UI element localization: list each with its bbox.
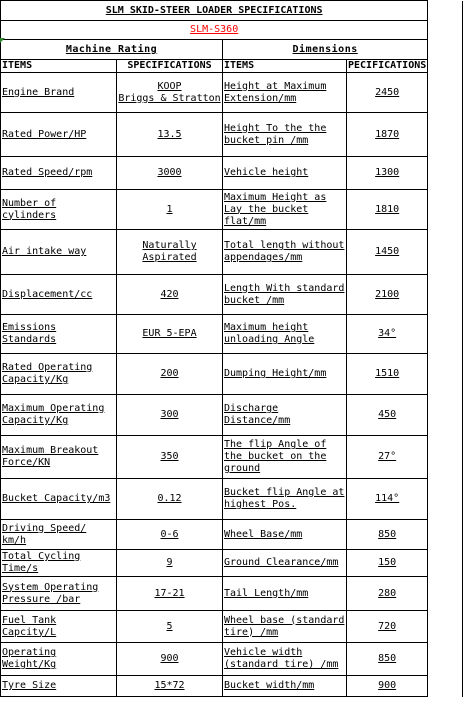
empty-cell[interactable]	[428, 643, 463, 676]
table-row	[1, 157, 463, 190]
dimension-label[interactable]: Vehicle height	[223, 157, 347, 190]
item-value[interactable]: 900	[117, 643, 223, 676]
item-label[interactable]: Maximum Operating Capacity/Kg	[1, 395, 117, 436]
item-value[interactable]: EUR 5-EPA	[117, 315, 223, 354]
dimension-label[interactable]: Maximum height unloading Angle	[223, 315, 347, 354]
dimension-label[interactable]: Length With standard bucket /mm	[223, 275, 347, 315]
item-value[interactable]: 9	[117, 550, 223, 577]
item-label[interactable]: Total Cycling Time/s	[1, 550, 117, 577]
item-value[interactable]: 0.12	[117, 479, 223, 520]
empty-cell[interactable]	[428, 479, 463, 520]
empty-cell[interactable]	[428, 40, 463, 60]
item-value[interactable]: 0-6	[117, 520, 223, 550]
table-row	[1, 643, 463, 676]
table-row	[1, 230, 463, 275]
dimension-value[interactable]: 114°	[347, 479, 428, 520]
dimension-value[interactable]: 1300	[347, 157, 428, 190]
item-label[interactable]: Fuel Tank Capcity/L	[1, 611, 117, 643]
table-row	[1, 395, 463, 436]
table-row	[1, 73, 463, 113]
item-label[interactable]: Rated Power/HP	[1, 113, 117, 157]
item-label[interactable]: System Operating Pressure /bar	[1, 577, 117, 611]
dimension-value[interactable]: 1450	[347, 230, 428, 275]
empty-cell[interactable]	[428, 230, 463, 275]
empty-cell[interactable]	[428, 275, 463, 315]
item-value[interactable]: 5	[117, 611, 223, 643]
dimension-label[interactable]: Total length without appendages/mm	[223, 230, 347, 275]
table-row	[1, 113, 463, 157]
dimension-value[interactable]: 1870	[347, 113, 428, 157]
item-label[interactable]: Operating Weight/Kg	[1, 643, 117, 676]
dimension-label[interactable]: Bucket width/mm	[223, 676, 347, 697]
model-name[interactable]: SLM-S360	[1, 21, 428, 40]
dimension-value[interactable]: 27°	[347, 436, 428, 479]
header-items-left[interactable]: ITEMS	[1, 60, 117, 73]
dimension-value[interactable]: 850	[347, 643, 428, 676]
header-spec-left[interactable]: SPECIFICATIONS	[117, 60, 223, 73]
dimension-label[interactable]: The flip Angle of the bucket on the ground	[223, 436, 347, 479]
empty-cell[interactable]	[428, 676, 463, 697]
header-items-right[interactable]: ITEMS	[223, 60, 347, 73]
item-label[interactable]: Air intake way	[1, 230, 117, 275]
empty-cell[interactable]	[428, 436, 463, 479]
item-value[interactable]: 1	[117, 190, 223, 230]
table-row	[1, 577, 463, 611]
item-value[interactable]: 350	[117, 436, 223, 479]
empty-cell[interactable]	[428, 611, 463, 643]
empty-cell[interactable]	[428, 73, 463, 113]
item-value[interactable]: 3000	[117, 157, 223, 190]
dimension-value[interactable]: 2100	[347, 275, 428, 315]
section-row	[1, 40, 463, 60]
item-value[interactable]: Naturally Aspirated	[117, 230, 223, 275]
table-row	[1, 315, 463, 354]
item-label[interactable]: Maximum Breakout Force/KN	[1, 436, 117, 479]
item-label[interactable]: Number of cylinders	[1, 190, 117, 230]
dimension-label[interactable]: Discharge Distance/mm	[223, 395, 347, 436]
cell-comment-marker	[0, 38, 5, 43]
sheet-title[interactable]: SLM SKID-STEER LOADER SPECIFICATIONS	[1, 1, 428, 21]
table-row	[1, 550, 463, 577]
item-label[interactable]: Rated Speed/rpm	[1, 157, 117, 190]
dimension-label[interactable]: Bucket flip Angle at highest Pos.	[223, 479, 347, 520]
title-row	[1, 1, 463, 21]
dimension-value[interactable]: 1810	[347, 190, 428, 230]
table-row	[1, 520, 463, 550]
empty-cell[interactable]	[428, 315, 463, 354]
dimension-value[interactable]: 450	[347, 395, 428, 436]
dimension-label[interactable]: Wheel base (standard tire) /mm	[223, 611, 347, 643]
empty-cell[interactable]	[428, 550, 463, 577]
table-row	[1, 190, 463, 230]
item-value[interactable]: 300	[117, 395, 223, 436]
dimension-label[interactable]: Height at Maximum Extension/mm	[223, 73, 347, 113]
table-row	[1, 479, 463, 520]
item-value[interactable]: 200	[117, 354, 223, 395]
dimension-value[interactable]: 2450	[347, 73, 428, 113]
empty-cell[interactable]	[428, 157, 463, 190]
item-value[interactable]: 13.5	[117, 113, 223, 157]
item-label[interactable]: Emissions Standards	[1, 315, 117, 354]
dimension-value[interactable]: 900	[347, 676, 428, 697]
header-spec-right[interactable]: PECIFICATIONS	[348, 60, 427, 71]
dimension-value[interactable]: 34°	[347, 315, 428, 354]
dimension-label[interactable]: Ground Clearance/mm	[223, 550, 347, 577]
item-label[interactable]: Engine Brand	[1, 73, 117, 113]
empty-cell[interactable]	[428, 395, 463, 436]
table-row	[1, 354, 463, 395]
empty-cell[interactable]	[428, 60, 463, 73]
dimension-label[interactable]: Height To the the bucket pin /mm	[223, 113, 347, 157]
section-dimensions[interactable]: Dimensions	[223, 40, 428, 60]
empty-cell[interactable]	[428, 354, 463, 395]
item-value[interactable]: 15*72	[117, 676, 223, 697]
table-row	[1, 676, 463, 697]
item-label[interactable]: Driving Speed/ km/h	[1, 520, 117, 550]
empty-cell[interactable]	[428, 190, 463, 230]
item-value[interactable]: 17-21	[117, 577, 223, 611]
item-label[interactable]: Bucket Capacity/m3	[1, 479, 117, 520]
section-machine-rating[interactable]: Machine Rating	[1, 40, 223, 60]
empty-cell[interactable]	[428, 1, 463, 21]
header-row	[1, 60, 463, 73]
dimension-value[interactable]: 280	[347, 577, 428, 611]
dimension-label[interactable]: Tail Length/mm	[223, 577, 347, 611]
empty-cell[interactable]	[428, 21, 463, 40]
dimension-label[interactable]: Vehicle width (standard tire) /mm	[223, 643, 347, 676]
dimension-label[interactable]: Wheel Base/mm	[223, 520, 347, 550]
item-label[interactable]: Rated Operating Capacity/Kg	[1, 354, 117, 395]
table-row	[1, 611, 463, 643]
dimension-label[interactable]: Maximum Height as Lay the bucket flat/mm	[223, 190, 347, 230]
dimension-label[interactable]: Dumping Height/mm	[223, 354, 347, 395]
dimension-value[interactable]: 1510	[347, 354, 428, 395]
item-value[interactable]: KOOP Briggs & Stratton	[117, 73, 223, 113]
table-row	[1, 436, 463, 479]
dimension-value[interactable]: 720	[347, 611, 428, 643]
item-label[interactable]: Tyre Size	[1, 676, 117, 697]
table-row	[1, 275, 463, 315]
dimension-value[interactable]: 850	[347, 520, 428, 550]
item-value[interactable]: 420	[117, 275, 223, 315]
dimension-value[interactable]: 150	[347, 550, 428, 577]
item-label[interactable]: Displacement/cc	[1, 275, 117, 315]
empty-cell[interactable]	[428, 520, 463, 550]
model-row	[1, 21, 463, 40]
empty-cell[interactable]	[428, 113, 463, 157]
empty-cell[interactable]	[428, 577, 463, 611]
